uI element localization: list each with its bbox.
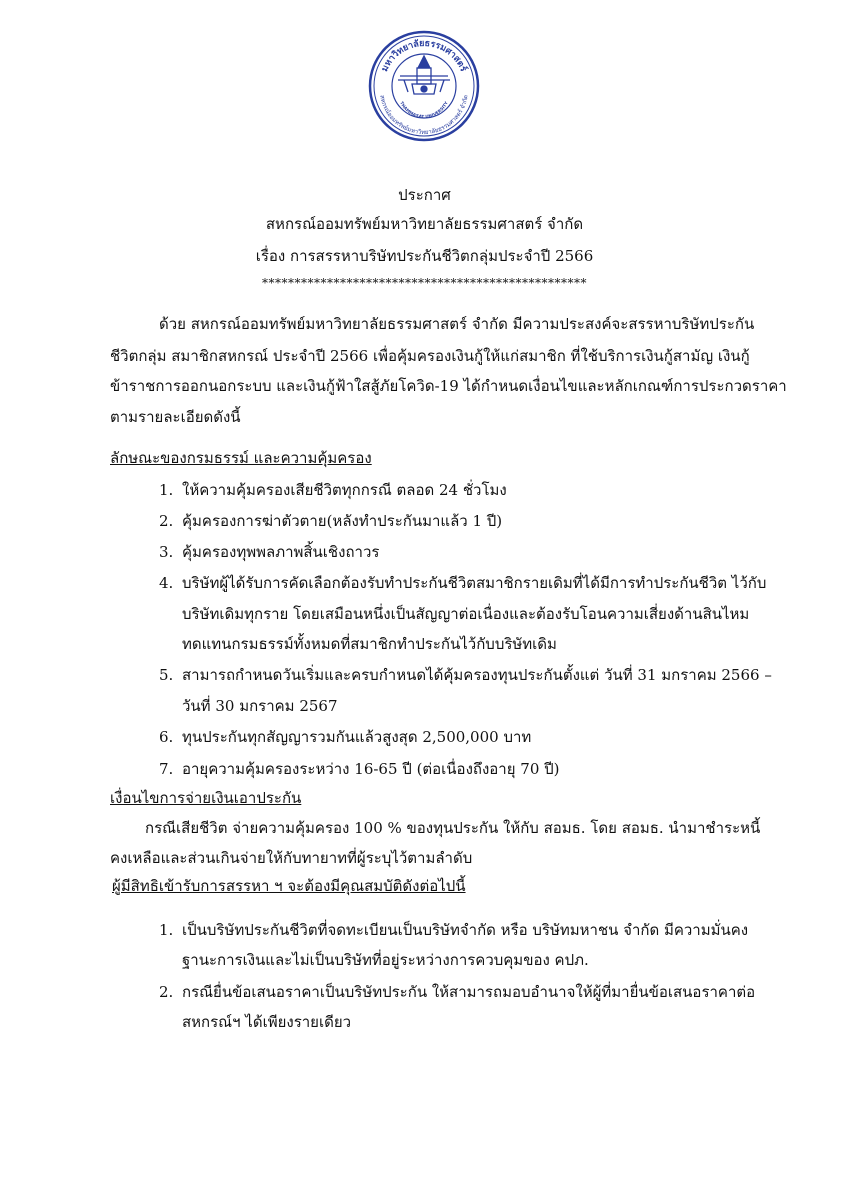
list-item: บริษัทผู้ได้รับการคัดเลือกต้องรับทำประกันชีวิตสมาชิกรายเดิมที่ได้มีการทำประกันชีวิต ไว้กับ: [182, 574, 767, 592]
section-coverage-title: ลักษณะของกรมธรรม์ และความคุ้มครอง: [110, 449, 372, 467]
organization-name: สหกรณ์ออมทรัพย์มหาวิทยาลัยธรรมศาสตร์ จำกัด: [265, 215, 584, 233]
announcement-title: ประกาศ: [398, 186, 451, 204]
seal-top-text: มหาวิทยาลัยธรรมศาสตร์: [380, 38, 469, 74]
list-item-continuation: วันที่ 30 มกราคม 2567: [182, 697, 338, 715]
dharma-wheel-emblem-icon: [398, 56, 450, 94]
list-item: ให้ความคุ้มครองเสียชีวิตทุกกรณี ตลอด 24 ชั่วโมง: [182, 481, 507, 499]
list-item-number: 2.: [159, 512, 174, 530]
intro-line-2: ชีวิตกลุ่ม สมาชิกสหกรณ์ ประจำปี 2566 เพื่อคุ้มครองเงินกู้ให้แก่สมาชิก ที่ใช้บริการเงินกู้สามัญ เงินกู้: [110, 347, 750, 365]
list-item: อายุความคุ้มครองระหว่าง 16-65 ปี (ต่อเนื่องถึงอายุ 70 ปี): [182, 760, 560, 778]
list-item-continuation: บริษัทเดิมทุกราย โดยเสมือนหนึ่งเป็นสัญญาต่อเนื่องและต้องรับโอนความเสี่ยงด้านสินไหม: [182, 605, 750, 623]
announcement-subject: เรื่อง การสรรหาบริษัทประกันชีวิตกลุ่มประจำปี 2566: [255, 247, 594, 265]
list-item: คุ้มครองทุพพลภาพสิ้นเชิงถาวร: [182, 543, 380, 561]
list-item: กรณียื่นข้อเสนอราคาเป็นบริษัทประกัน ให้สามารถมอบอำนาจให้ผู้ที่มายื่นข้อเสนอราคาต่อ: [182, 983, 756, 1001]
payment-condition-line-2: คงเหลือและส่วนเกินจ่ายให้กับทายาทที่ผู้ระบุไว้ตามลำดับ: [110, 849, 473, 867]
list-item-number: 5.: [159, 666, 174, 684]
list-item: ทุนประกันทุกสัญญารวมกันแล้วสูงสุด 2,500,000 บาท: [182, 728, 532, 746]
list-item-continuation: ฐานะการเงินและไม่เป็นบริษัทที่อยู่ระหว่างการควบคุมของ คปภ.: [182, 951, 589, 969]
intro-line-3: ข้าราชการออกนอกระบบ และเงินกู้ฟ้าใสสู้ภัยโควิด-19 ได้กำหนดเงื่อนไขและหลักเกณฑ์การประกวดราคา: [110, 377, 787, 395]
list-item-continuation: สหกรณ์ฯ ได้เพียงรายเดียว: [182, 1013, 352, 1031]
svg-text:THAMMASAT UNIVERSITY: [399, 100, 449, 119]
list-item: เป็นบริษัทประกันชีวิตที่จดทะเบียนเป็นบริษัทจำกัด หรือ บริษัทมหาชน จำกัด มีความมั่นคง: [182, 921, 749, 939]
list-item-number: 2.: [159, 983, 174, 1001]
list-item-number: 1.: [159, 921, 174, 939]
list-item-number: 6.: [159, 728, 174, 746]
seal-bottom-text: สหกรณ์ออมทรัพย์มหาวิทยาลัยธรรมศาสตร์ จำกัด: [378, 94, 470, 137]
seal-english-text: THAMMASAT UNIVERSITY: [399, 100, 449, 120]
payment-condition-line-1: กรณีเสียชีวิต จ่ายความคุ้มครอง 100 % ของทุนประกัน ให้กับ สอมธ. โดย สอมธ. นำมาชำระหนี้: [145, 819, 761, 837]
list-item-number: 3.: [159, 543, 174, 561]
section-eligibility-title: ผู้มีสิทธิเข้ารับการสรรหา ฯ จะต้องมีคุณสมบัติดังต่อไปนี้: [112, 877, 466, 895]
list-item-continuation: ทดแทนกรมธรรม์ทั้งหมดที่สมาชิกทำประกันไว้กับบริษัทเดิม: [182, 635, 557, 653]
list-item: สามารถกำหนดวันเริ่มและครบกำหนดได้คุ้มครองทุนประกันตั้งแต่ วันที่ 31 มกราคม 2566 –: [182, 666, 772, 684]
thammasat-coop-seal-logo: [368, 30, 480, 142]
list-item: คุ้มครองการฆ่าตัวตาย(หลังทำประกันมาแล้ว 1 ปี): [182, 512, 503, 530]
intro-line-4: ตามรายละเอียดดังนี้: [110, 408, 241, 426]
list-item-number: 7.: [159, 760, 174, 778]
section-payment-conditions-title: เงื่อนไขการจ่ายเงินเอาประกัน: [110, 789, 302, 807]
separator-stars: **************************************************: [262, 276, 587, 290]
intro-line-1: ด้วย สหกรณ์ออมทรัพย์มหาวิทยาลัยธรรมศาสตร์ จำกัด มีความประสงค์จะสรรหาบริษัทประกัน: [159, 315, 755, 333]
list-item-number: 4.: [159, 574, 174, 592]
list-item-number: 1.: [159, 481, 174, 499]
